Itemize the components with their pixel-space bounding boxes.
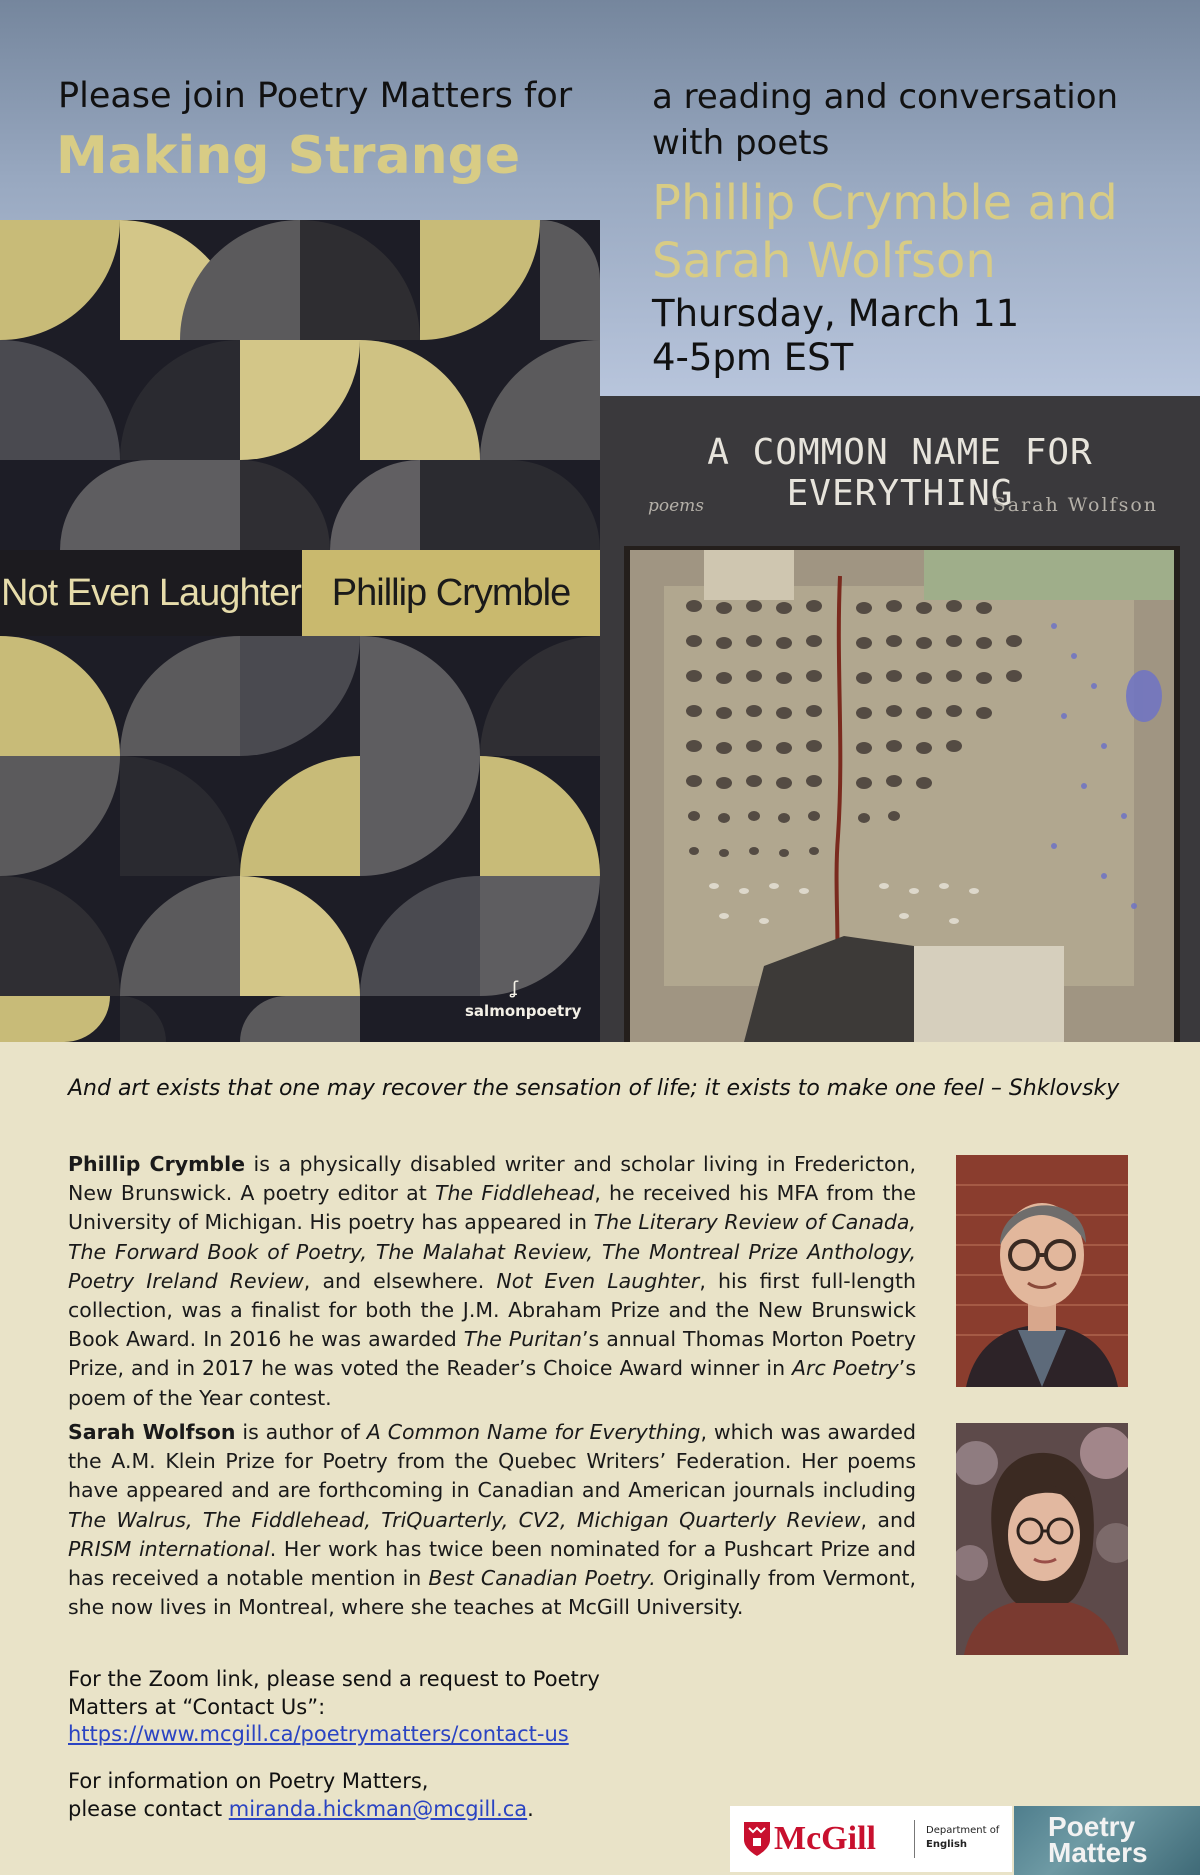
reading-description bbox=[652, 74, 1122, 166]
email-link[interactable]: miranda.hickman@mcgill.ca bbox=[228, 1796, 528, 1821]
invite-line: Please join Poetry Matters for bbox=[58, 76, 573, 116]
bio-italic: Not Even Laughter bbox=[496, 1268, 700, 1293]
bio-text: , he received his MFA from the University of Michigan. His poetry has appeared in bbox=[68, 1181, 916, 1235]
mcgill-english-logo bbox=[730, 1806, 1012, 1872]
photo-sarah-wolfson bbox=[956, 1423, 1128, 1655]
salmon-logo-icon: ʆ bbox=[512, 978, 519, 999]
info-suffix: . bbox=[527, 1796, 534, 1821]
bio-italic: The Puritan bbox=[463, 1327, 582, 1352]
book-subtitle: poems bbox=[648, 496, 705, 516]
book-author: Sarah Wolfson bbox=[992, 494, 1158, 516]
info-line-2 bbox=[68, 1796, 668, 1824]
zoom-line-2: Matters at “Contact Us”: bbox=[68, 1694, 326, 1719]
bio-italic: PRISM international bbox=[68, 1536, 270, 1561]
event-time: 4-5pm EST bbox=[652, 336, 854, 379]
bio-italic: The Fiddlehead bbox=[434, 1181, 595, 1206]
bio-italic: The Literary Review of Canada, The Forward Book of Poetry, The Malahat Review, The Montreal Prize Anthology, Poetry Ireland Review bbox=[68, 1210, 916, 1293]
bio-sarah-wolfson bbox=[68, 1418, 916, 1622]
book-cover-not-even-laughter bbox=[0, 220, 600, 1042]
zoom-instructions bbox=[68, 1666, 668, 1749]
bio-text: , and elsewhere. bbox=[303, 1268, 497, 1293]
mcgill-shield-icon bbox=[744, 1822, 770, 1856]
dept-line-2: English bbox=[926, 1839, 968, 1850]
book-title: A COMMON NAME FOR EVERYTHING bbox=[707, 432, 1093, 514]
publisher-name: salmonpoetry bbox=[465, 1002, 582, 1020]
bio-italic: A Common Name for Everything bbox=[366, 1420, 701, 1444]
bio-name: Phillip Crymble bbox=[68, 1152, 246, 1176]
bio-text: ’s annual Thomas Morton Poetry Prize, and in 2017 he was voted the Reader’s Choice Award winner in bbox=[68, 1327, 916, 1381]
bio-text: is a physically disabled writer and scholar living in Fredericton, New Brunswick. A poetry editor at bbox=[68, 1152, 916, 1206]
bio-text: ’s poem of the Year contest. bbox=[68, 1356, 916, 1410]
info-prefix: please contact bbox=[68, 1796, 229, 1821]
book-cover-common-name bbox=[600, 396, 1200, 1042]
event-day: Thursday, March 11 bbox=[652, 292, 1020, 335]
info-line-1: For information on Poetry Matters, bbox=[68, 1769, 429, 1793]
bio-text: Originally from Vermont, she now lives in Montreal, where she teaches at McGill University. bbox=[68, 1566, 916, 1620]
book-title: Not Even Laughter bbox=[0, 550, 302, 636]
book-author: Phillip Crymble bbox=[302, 550, 600, 636]
shklovsky-quote: And art exists that one may recover the sensation of life; it exists to make one feel – Shklovsky bbox=[68, 1076, 1120, 1101]
zoom-line-1: For the Zoom link, please send a request to Poetry bbox=[68, 1667, 600, 1691]
bio-italic: Best Canadian Poetry. bbox=[428, 1566, 656, 1591]
bio-text: . Her work has twice been nominated for a Pushcart Prize and has received a notable mention in bbox=[68, 1536, 916, 1591]
textile-artwork-image bbox=[624, 546, 1180, 1042]
dept-line-1: Department of bbox=[926, 1825, 1000, 1836]
event-date bbox=[652, 292, 1152, 380]
contact-us-link[interactable]: https://www.mcgill.ca/poetrymatters/contact-us bbox=[68, 1722, 569, 1746]
bio-phillip-crymble bbox=[68, 1150, 916, 1413]
department-label bbox=[926, 1824, 999, 1852]
bio-text: , and bbox=[860, 1507, 916, 1532]
pm-line-2: Matters bbox=[1048, 1837, 1148, 1868]
pm-line-1: Poetry bbox=[1048, 1811, 1136, 1842]
reading-line-1: a reading and conversation bbox=[652, 77, 1119, 117]
reading-line-2: with poets bbox=[652, 123, 830, 163]
mcgill-wordmark: McGill bbox=[774, 1820, 876, 1857]
bio-text: , which was awarded the A.M. Klein Prize for Poetry from the Quebec Writers’ Federation. Her poems have appeared and are forthcoming in Canadian and American journals including bbox=[68, 1420, 916, 1503]
bio-italic: Arc Poetry bbox=[792, 1356, 899, 1381]
bio-name: Sarah Wolfson bbox=[68, 1420, 236, 1444]
poets-line-1: Phillip Crymble and bbox=[652, 175, 1118, 231]
bio-italic: The Walrus, The Fiddlehead, TriQuarterly, CV2, Michigan Quarterly Review bbox=[68, 1507, 861, 1532]
bio-text: , his first full-length collection, was a finalist for both the J.M. Abraham Prize and the New Brunswick Book Award. In 2016 he was awarded bbox=[68, 1268, 916, 1352]
event-title: Making Strange bbox=[56, 126, 521, 186]
logo-divider bbox=[914, 1820, 915, 1858]
info-contact bbox=[68, 1768, 668, 1823]
poets-line-2: Sarah Wolfson bbox=[652, 233, 996, 289]
bio-text: is author of bbox=[235, 1420, 367, 1444]
poet-names bbox=[652, 174, 1172, 290]
poetry-matters-logo bbox=[1014, 1806, 1200, 1875]
photo-phillip-crymble bbox=[956, 1155, 1128, 1387]
